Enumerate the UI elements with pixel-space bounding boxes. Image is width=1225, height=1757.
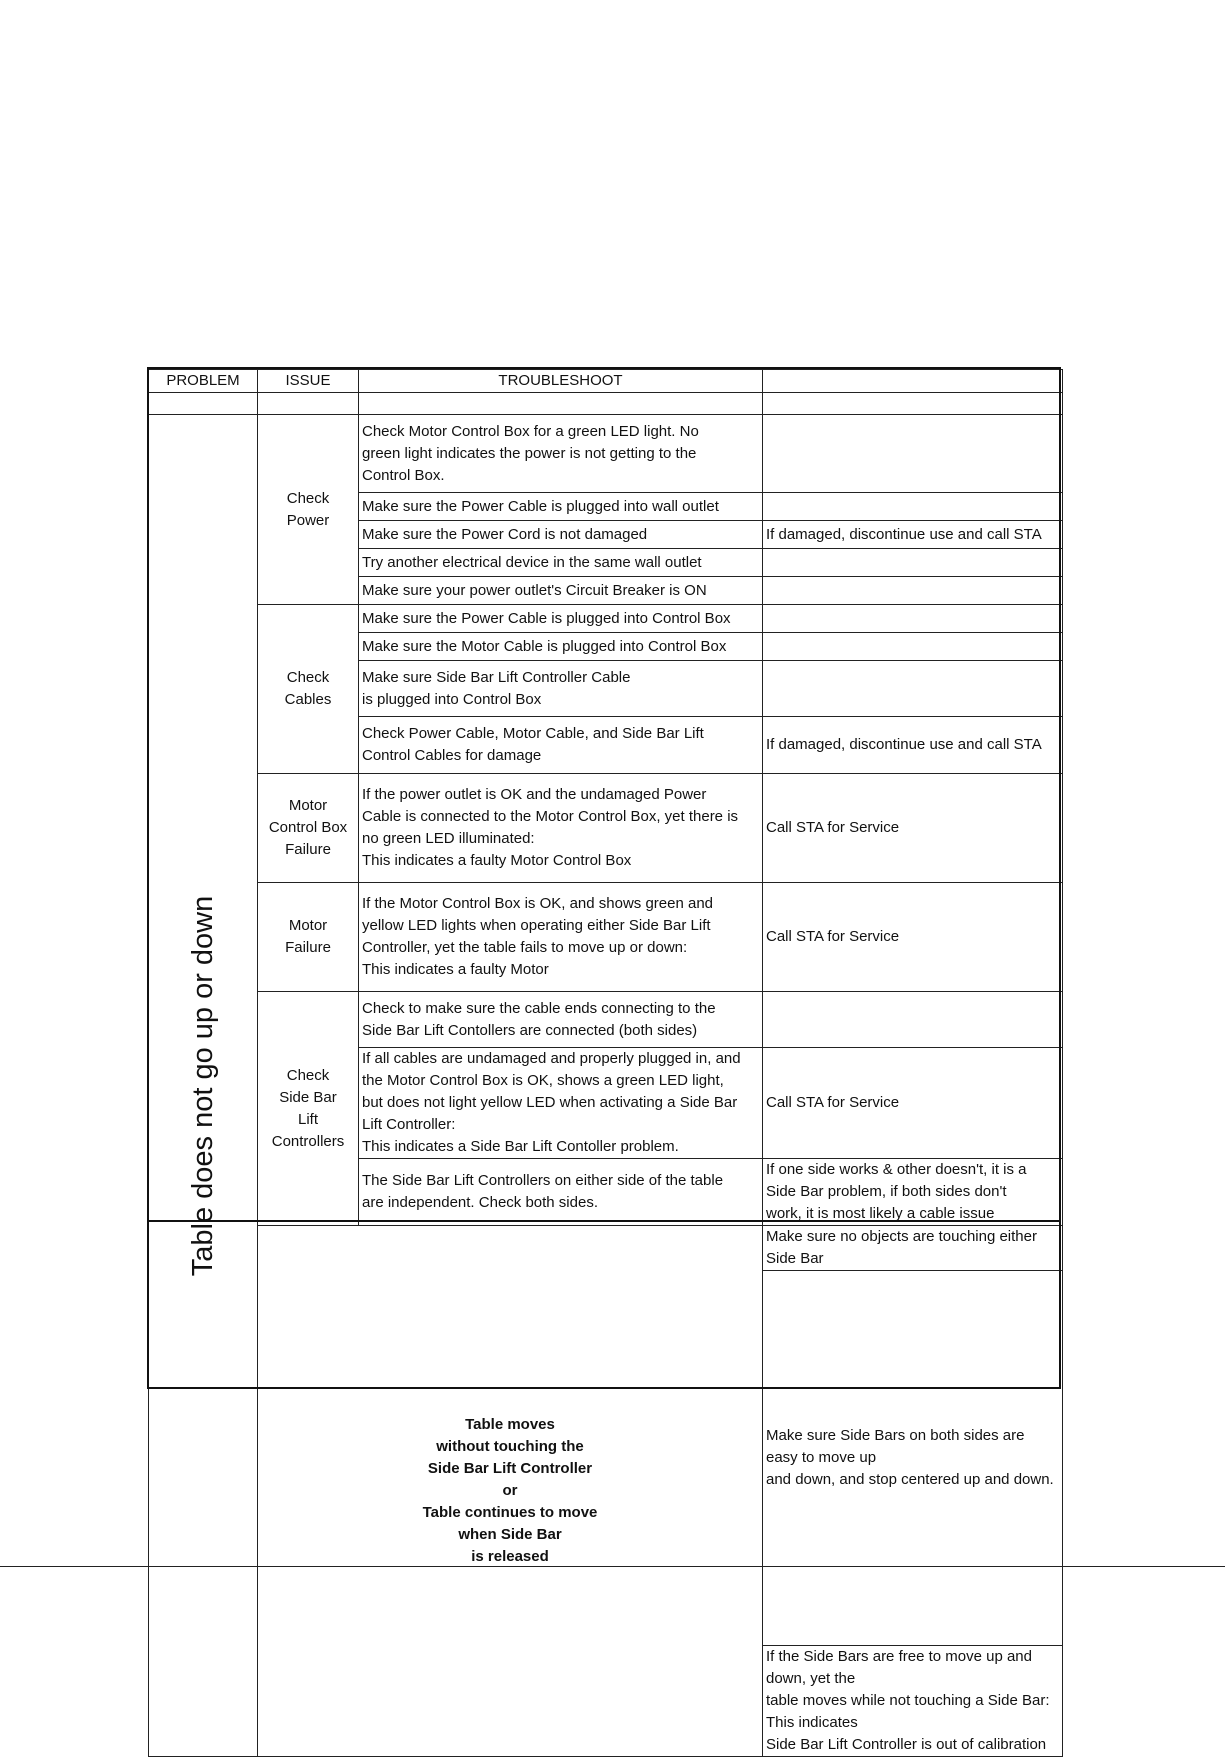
remedy-cell: If damaged, discontinue use and call STA <box>763 521 1063 549</box>
table-row <box>149 415 1063 493</box>
remedy-cell <box>763 605 1063 633</box>
step-cell: Check Power Cable, Motor Cable, and Side Bar Lift Control Cables for damage <box>359 717 763 774</box>
step-cell: The Side Bar Lift Controllers on either side of the table are independent. Check both sides. <box>359 1159 763 1226</box>
remedy-cell <box>763 661 1063 717</box>
step-cell: Check to make sure the cable ends connecting to the Side Bar Lift Contollers are connected (both sides) <box>359 992 763 1048</box>
header-problem: PROBLEM <box>149 370 258 393</box>
step-cell: Make sure your power outlet's Circuit Breaker is ON <box>359 577 763 605</box>
table-row <box>149 774 1063 883</box>
page-bottom-rule <box>0 1566 1225 1567</box>
step-cell: If all cables are undamaged and properly plugged in, and the Motor Control Box is OK, shows a green LED light, but does not light yellow LED when activating a Side Bar Lift Controller: This indicates a Side Bar Lift Contoller problem. <box>359 1048 763 1159</box>
table-row <box>149 992 1063 1048</box>
remedy-cell <box>763 549 1063 577</box>
remedy-cell <box>763 992 1063 1048</box>
header-remedy <box>763 370 1063 393</box>
remedy-cell: If damaged, discontinue use and call STA <box>763 717 1063 774</box>
remedy-cell: Call STA for Service <box>763 774 1063 883</box>
step-cell: If the Side Bars are free to move up and down, yet the table moves while not touching a Side Bar: This indicates Side Bar Lift Controller is out of calibration <box>763 1646 1063 1757</box>
step-cell: Make sure Side Bar Lift Controller Cable is plugged into Control Box <box>359 661 763 717</box>
remedy-cell: Call STA for Service <box>763 1048 1063 1159</box>
spacer-row <box>149 393 1063 415</box>
remedy-cell <box>763 633 1063 661</box>
issue-check-power: Check Power <box>258 415 359 605</box>
header-issue: ISSUE <box>258 370 359 393</box>
step-cell: Check Motor Control Box for a green LED light. No green light indicates the power is not getting to the Control Box. <box>359 415 763 493</box>
step-cell: Make sure the Power Cable is plugged into Control Box <box>359 605 763 633</box>
step-cell: If the Motor Control Box is OK, and shows green and yellow LED lights when operating either Side Bar Lift Controller, yet the table fails to move up or down: This indicates a faulty Motor <box>359 883 763 992</box>
remedy-cell <box>763 577 1063 605</box>
step-cell: If the power outlet is OK and the undamaged Power Cable is connected to the Motor Control Box, yet there is no green LED illuminated: This indicates a faulty Motor Control Box <box>359 774 763 883</box>
table-row <box>149 605 1063 633</box>
issue-check-cables: Check Cables <box>258 605 359 774</box>
header-row <box>149 370 1063 393</box>
header-troubleshoot: TROUBLESHOOT <box>359 370 763 393</box>
troubleshooting-table <box>148 369 1063 1757</box>
step-cell: Make sure the Motor Cable is plugged into Control Box <box>359 633 763 661</box>
issue-control-box-failure: Motor Control Box Failure <box>258 774 359 883</box>
issue-check-side-bar-controllers: Check Side Bar Lift Controllers <box>258 992 359 1226</box>
table-row <box>149 883 1063 992</box>
remedy-cell: Call STA for Service <box>763 883 1063 992</box>
remedy-cell: If one side works & other doesn't, it is a Side Bar problem, if both sides don't work, it is most likely a cable issue <box>763 1159 1063 1226</box>
step-cell: Make sure no objects are touching either Side Bar <box>763 1226 1063 1271</box>
remedy-cell <box>763 415 1063 493</box>
problem-cell-no-movement <box>149 415 258 1757</box>
step-cell: Make sure the Power Cord is not damaged <box>359 521 763 549</box>
issue-motor-failure: Motor Failure <box>258 883 359 992</box>
step-cell: Make sure the Power Cable is plugged into wall outlet <box>359 493 763 521</box>
table-row <box>149 1226 1063 1271</box>
problem-label: Table does not go up or down <box>187 895 219 1276</box>
problem-cell-unwanted-movement: Table moves without touching the Side Bar Lift Controller or Table continues to move when Side Bar is released <box>258 1226 763 1757</box>
step-cell: Make sure Side Bars on both sides are easy to move up and down, and stop centered up and down. <box>763 1271 1063 1646</box>
step-cell: Try another electrical device in the same wall outlet <box>359 549 763 577</box>
remedy-cell <box>763 493 1063 521</box>
